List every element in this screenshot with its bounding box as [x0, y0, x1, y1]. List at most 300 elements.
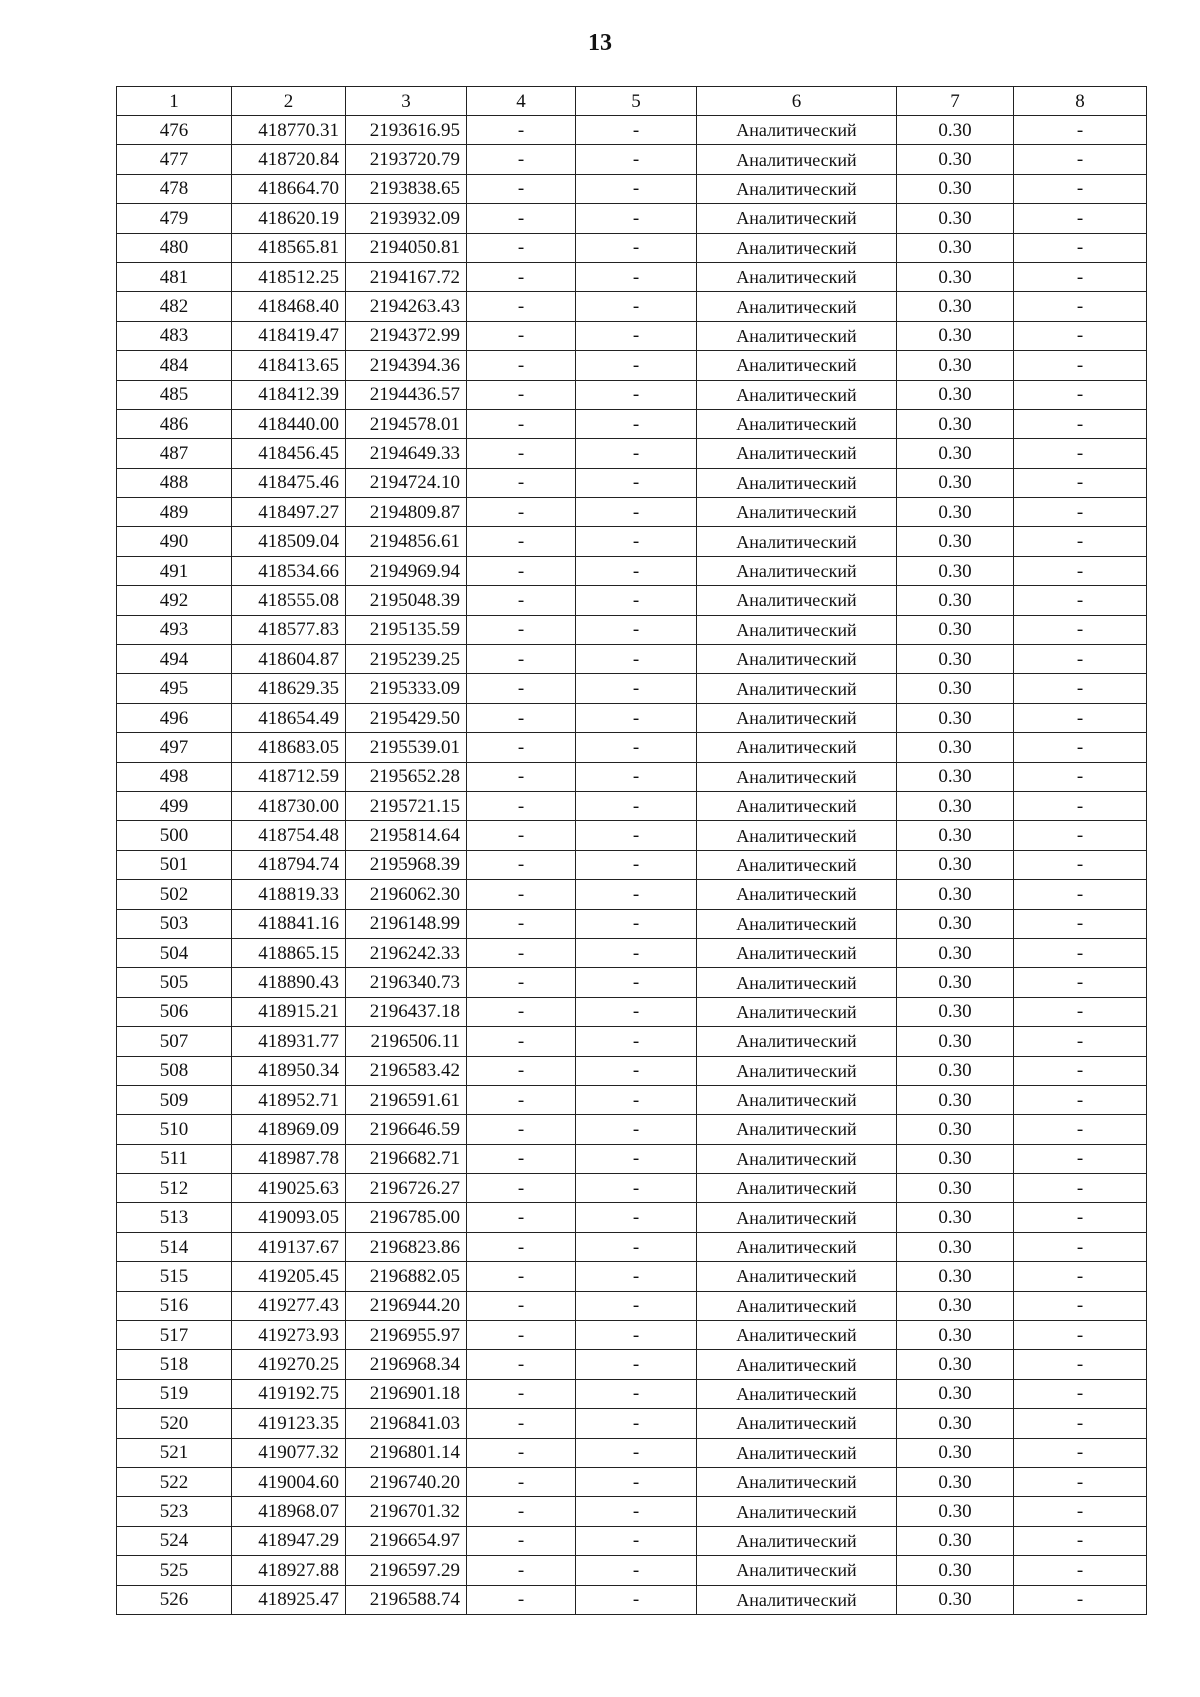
y-coordinate-cell: 2196955.97	[346, 1321, 467, 1350]
y-coordinate-cell: 2194809.87	[346, 498, 467, 527]
method-cell: Аналитический	[697, 351, 897, 380]
column-4-cell: -	[467, 233, 576, 262]
method-cell: Аналитический	[697, 1585, 897, 1614]
table-row	[117, 1585, 1147, 1614]
point-number-cell: 514	[117, 1232, 232, 1261]
method-cell: Аналитический	[697, 1379, 897, 1408]
point-number-cell: 504	[117, 938, 232, 967]
point-number-cell: 486	[117, 409, 232, 438]
column-4-cell: -	[467, 674, 576, 703]
accuracy-cell: 0.30	[897, 1526, 1014, 1555]
y-coordinate-cell: 2195135.59	[346, 615, 467, 644]
point-number-cell: 506	[117, 997, 232, 1026]
point-number-cell: 483	[117, 321, 232, 350]
column-header: 2	[232, 87, 346, 116]
x-coordinate-cell: 419273.93	[232, 1321, 346, 1350]
y-coordinate-cell: 2195721.15	[346, 791, 467, 820]
point-number-cell: 485	[117, 380, 232, 409]
accuracy-cell: 0.30	[897, 997, 1014, 1026]
column-8-cell: -	[1014, 1085, 1147, 1114]
x-coordinate-cell: 418730.00	[232, 791, 346, 820]
x-coordinate-cell: 418577.83	[232, 615, 346, 644]
accuracy-cell: 0.30	[897, 968, 1014, 997]
point-number-cell: 520	[117, 1409, 232, 1438]
table-row	[117, 762, 1147, 791]
column-4-cell: -	[467, 292, 576, 321]
x-coordinate-cell: 418925.47	[232, 1585, 346, 1614]
method-cell: Аналитический	[697, 233, 897, 262]
accuracy-cell: 0.30	[897, 498, 1014, 527]
column-8-cell: -	[1014, 174, 1147, 203]
column-5-cell: -	[576, 1291, 697, 1320]
column-header: 3	[346, 87, 467, 116]
point-number-cell: 494	[117, 645, 232, 674]
column-5-cell: -	[576, 968, 697, 997]
point-number-cell: 525	[117, 1556, 232, 1585]
column-8-cell: -	[1014, 204, 1147, 233]
method-cell: Аналитический	[697, 380, 897, 409]
accuracy-cell: 0.30	[897, 909, 1014, 938]
y-coordinate-cell: 2193838.65	[346, 174, 467, 203]
method-cell: Аналитический	[697, 762, 897, 791]
column-4-cell: -	[467, 380, 576, 409]
column-4-cell: -	[467, 1556, 576, 1585]
accuracy-cell: 0.30	[897, 1027, 1014, 1056]
accuracy-cell: 0.30	[897, 468, 1014, 497]
accuracy-cell: 0.30	[897, 1174, 1014, 1203]
point-number-cell: 502	[117, 880, 232, 909]
column-8-cell: -	[1014, 1321, 1147, 1350]
method-cell: Аналитический	[697, 821, 897, 850]
column-8-cell: -	[1014, 850, 1147, 879]
x-coordinate-cell: 418497.27	[232, 498, 346, 527]
y-coordinate-cell: 2194263.43	[346, 292, 467, 321]
column-8-cell: -	[1014, 1115, 1147, 1144]
table-row	[117, 1556, 1147, 1585]
method-cell: Аналитический	[697, 439, 897, 468]
table-row	[117, 586, 1147, 615]
accuracy-cell: 0.30	[897, 1085, 1014, 1114]
column-5-cell: -	[576, 1409, 697, 1438]
column-4-cell: -	[467, 351, 576, 380]
table-row	[117, 321, 1147, 350]
column-8-cell: -	[1014, 762, 1147, 791]
point-number-cell: 519	[117, 1379, 232, 1408]
point-number-cell: 511	[117, 1144, 232, 1173]
point-number-cell: 518	[117, 1350, 232, 1379]
column-5-cell: -	[576, 1085, 697, 1114]
y-coordinate-cell: 2196968.34	[346, 1350, 467, 1379]
column-header: 1	[117, 87, 232, 116]
column-8-cell: -	[1014, 586, 1147, 615]
table-row	[117, 1056, 1147, 1085]
x-coordinate-cell: 418927.88	[232, 1556, 346, 1585]
column-4-cell: -	[467, 586, 576, 615]
method-cell: Аналитический	[697, 850, 897, 879]
column-5-cell: -	[576, 262, 697, 291]
y-coordinate-cell: 2194372.99	[346, 321, 467, 350]
method-cell: Аналитический	[697, 1556, 897, 1585]
accuracy-cell: 0.30	[897, 1409, 1014, 1438]
y-coordinate-cell: 2196588.74	[346, 1585, 467, 1614]
table-row	[117, 1526, 1147, 1555]
column-8-cell: -	[1014, 1262, 1147, 1291]
table-row	[117, 292, 1147, 321]
column-5-cell: -	[576, 909, 697, 938]
method-cell: Аналитический	[697, 1291, 897, 1320]
column-4-cell: -	[467, 821, 576, 850]
y-coordinate-cell: 2196340.73	[346, 968, 467, 997]
x-coordinate-cell: 418770.31	[232, 116, 346, 145]
accuracy-cell: 0.30	[897, 174, 1014, 203]
table-row	[117, 733, 1147, 762]
accuracy-cell: 0.30	[897, 1438, 1014, 1467]
table-row	[117, 116, 1147, 145]
column-5-cell: -	[576, 586, 697, 615]
column-4-cell: -	[467, 1056, 576, 1085]
method-cell: Аналитический	[697, 1174, 897, 1203]
table-row	[117, 233, 1147, 262]
column-8-cell: -	[1014, 703, 1147, 732]
method-cell: Аналитический	[697, 292, 897, 321]
point-number-cell: 489	[117, 498, 232, 527]
column-8-cell: -	[1014, 1438, 1147, 1467]
x-coordinate-cell: 418720.84	[232, 145, 346, 174]
column-8-cell: -	[1014, 909, 1147, 938]
y-coordinate-cell: 2194167.72	[346, 262, 467, 291]
table-row	[117, 821, 1147, 850]
method-cell: Аналитический	[697, 968, 897, 997]
y-coordinate-cell: 2193720.79	[346, 145, 467, 174]
x-coordinate-cell: 419123.35	[232, 1409, 346, 1438]
column-5-cell: -	[576, 380, 697, 409]
column-4-cell: -	[467, 733, 576, 762]
method-cell: Аналитический	[697, 1467, 897, 1496]
table-row	[117, 938, 1147, 967]
accuracy-cell: 0.30	[897, 791, 1014, 820]
point-number-cell: 495	[117, 674, 232, 703]
table-row	[117, 1262, 1147, 1291]
column-5-cell: -	[576, 1262, 697, 1291]
method-cell: Аналитический	[697, 262, 897, 291]
column-5-cell: -	[576, 733, 697, 762]
column-8-cell: -	[1014, 321, 1147, 350]
column-5-cell: -	[576, 1350, 697, 1379]
point-number-cell: 497	[117, 733, 232, 762]
table-row	[117, 1144, 1147, 1173]
x-coordinate-cell: 418915.21	[232, 997, 346, 1026]
column-8-cell: -	[1014, 674, 1147, 703]
accuracy-cell: 0.30	[897, 762, 1014, 791]
table-row	[117, 880, 1147, 909]
y-coordinate-cell: 2196726.27	[346, 1174, 467, 1203]
method-cell: Аналитический	[697, 527, 897, 556]
column-4-cell: -	[467, 1409, 576, 1438]
y-coordinate-cell: 2196583.42	[346, 1056, 467, 1085]
column-4-cell: -	[467, 791, 576, 820]
x-coordinate-cell: 419004.60	[232, 1467, 346, 1496]
column-5-cell: -	[576, 556, 697, 585]
y-coordinate-cell: 2196682.71	[346, 1144, 467, 1173]
column-5-cell: -	[576, 1203, 697, 1232]
accuracy-cell: 0.30	[897, 351, 1014, 380]
column-8-cell: -	[1014, 615, 1147, 644]
y-coordinate-cell: 2196062.30	[346, 880, 467, 909]
x-coordinate-cell: 418419.47	[232, 321, 346, 350]
column-5-cell: -	[576, 498, 697, 527]
column-5-cell: -	[576, 997, 697, 1026]
method-cell: Аналитический	[697, 321, 897, 350]
point-number-cell: 512	[117, 1174, 232, 1203]
table-row	[117, 674, 1147, 703]
x-coordinate-cell: 418969.09	[232, 1115, 346, 1144]
x-coordinate-cell: 418890.43	[232, 968, 346, 997]
accuracy-cell: 0.30	[897, 204, 1014, 233]
point-number-cell: 523	[117, 1497, 232, 1526]
x-coordinate-cell: 418412.39	[232, 380, 346, 409]
method-cell: Аналитический	[697, 1409, 897, 1438]
method-cell: Аналитический	[697, 1203, 897, 1232]
y-coordinate-cell: 2195429.50	[346, 703, 467, 732]
x-coordinate-cell: 419192.75	[232, 1379, 346, 1408]
method-cell: Аналитический	[697, 1027, 897, 1056]
point-number-cell: 524	[117, 1526, 232, 1555]
x-coordinate-cell: 418512.25	[232, 262, 346, 291]
column-8-cell: -	[1014, 292, 1147, 321]
column-4-cell: -	[467, 1585, 576, 1614]
column-5-cell: -	[576, 1115, 697, 1144]
accuracy-cell: 0.30	[897, 674, 1014, 703]
x-coordinate-cell: 419077.32	[232, 1438, 346, 1467]
table-header-row	[117, 87, 1147, 116]
y-coordinate-cell: 2196882.05	[346, 1262, 467, 1291]
x-coordinate-cell: 419093.05	[232, 1203, 346, 1232]
point-number-cell: 492	[117, 586, 232, 615]
y-coordinate-cell: 2195814.64	[346, 821, 467, 850]
accuracy-cell: 0.30	[897, 1497, 1014, 1526]
column-8-cell: -	[1014, 439, 1147, 468]
point-number-cell: 481	[117, 262, 232, 291]
table-row	[117, 1085, 1147, 1114]
method-cell: Аналитический	[697, 116, 897, 145]
accuracy-cell: 0.30	[897, 380, 1014, 409]
point-number-cell: 515	[117, 1262, 232, 1291]
column-8-cell: -	[1014, 556, 1147, 585]
column-5-cell: -	[576, 1027, 697, 1056]
table-row	[117, 380, 1147, 409]
accuracy-cell: 0.30	[897, 1350, 1014, 1379]
column-5-cell: -	[576, 1526, 697, 1555]
column-header: 7	[897, 87, 1014, 116]
column-4-cell: -	[467, 645, 576, 674]
method-cell: Аналитический	[697, 174, 897, 203]
table-row	[117, 1438, 1147, 1467]
column-4-cell: -	[467, 1467, 576, 1496]
method-cell: Аналитический	[697, 938, 897, 967]
method-cell: Аналитический	[697, 1085, 897, 1114]
y-coordinate-cell: 2196841.03	[346, 1409, 467, 1438]
table-row	[117, 262, 1147, 291]
column-8-cell: -	[1014, 351, 1147, 380]
accuracy-cell: 0.30	[897, 880, 1014, 909]
x-coordinate-cell: 418712.59	[232, 762, 346, 791]
point-number-cell: 482	[117, 292, 232, 321]
table-row	[117, 1379, 1147, 1408]
point-number-cell: 479	[117, 204, 232, 233]
column-8-cell: -	[1014, 468, 1147, 497]
point-number-cell: 526	[117, 1585, 232, 1614]
column-4-cell: -	[467, 615, 576, 644]
x-coordinate-cell: 418683.05	[232, 733, 346, 762]
method-cell: Аналитический	[697, 615, 897, 644]
table-row	[117, 145, 1147, 174]
table-row	[117, 909, 1147, 938]
column-5-cell: -	[576, 938, 697, 967]
column-5-cell: -	[576, 791, 697, 820]
column-5-cell: -	[576, 351, 697, 380]
column-4-cell: -	[467, 762, 576, 791]
table-body	[117, 87, 1147, 1615]
method-cell: Аналитический	[697, 1438, 897, 1467]
method-cell: Аналитический	[697, 1115, 897, 1144]
table-row	[117, 850, 1147, 879]
column-8-cell: -	[1014, 1556, 1147, 1585]
x-coordinate-cell: 418565.81	[232, 233, 346, 262]
accuracy-cell: 0.30	[897, 850, 1014, 879]
column-4-cell: -	[467, 204, 576, 233]
table-row	[117, 1115, 1147, 1144]
accuracy-cell: 0.30	[897, 645, 1014, 674]
y-coordinate-cell: 2195239.25	[346, 645, 467, 674]
method-cell: Аналитический	[697, 645, 897, 674]
accuracy-cell: 0.30	[897, 1585, 1014, 1614]
column-5-cell: -	[576, 233, 697, 262]
column-4-cell: -	[467, 909, 576, 938]
y-coordinate-cell: 2195652.28	[346, 762, 467, 791]
column-5-cell: -	[576, 615, 697, 644]
x-coordinate-cell: 419137.67	[232, 1232, 346, 1261]
accuracy-cell: 0.30	[897, 145, 1014, 174]
method-cell: Аналитический	[697, 586, 897, 615]
column-5-cell: -	[576, 762, 697, 791]
table-row	[117, 174, 1147, 203]
column-8-cell: -	[1014, 938, 1147, 967]
column-4-cell: -	[467, 439, 576, 468]
column-4-cell: -	[467, 498, 576, 527]
x-coordinate-cell: 418468.40	[232, 292, 346, 321]
y-coordinate-cell: 2194856.61	[346, 527, 467, 556]
column-8-cell: -	[1014, 733, 1147, 762]
column-8-cell: -	[1014, 1497, 1147, 1526]
column-4-cell: -	[467, 556, 576, 585]
x-coordinate-cell: 418413.65	[232, 351, 346, 380]
method-cell: Аналитический	[697, 1144, 897, 1173]
accuracy-cell: 0.30	[897, 556, 1014, 585]
x-coordinate-cell: 418794.74	[232, 850, 346, 879]
y-coordinate-cell: 2196944.20	[346, 1291, 467, 1320]
method-cell: Аналитический	[697, 1321, 897, 1350]
column-5-cell: -	[576, 850, 697, 879]
table-row	[117, 615, 1147, 644]
column-8-cell: -	[1014, 233, 1147, 262]
x-coordinate-cell: 418629.35	[232, 674, 346, 703]
y-coordinate-cell: 2196701.32	[346, 1497, 467, 1526]
column-8-cell: -	[1014, 1526, 1147, 1555]
method-cell: Аналитический	[697, 1526, 897, 1555]
y-coordinate-cell: 2196591.61	[346, 1085, 467, 1114]
column-5-cell: -	[576, 292, 697, 321]
accuracy-cell: 0.30	[897, 439, 1014, 468]
point-number-cell: 503	[117, 909, 232, 938]
y-coordinate-cell: 2194724.10	[346, 468, 467, 497]
y-coordinate-cell: 2195333.09	[346, 674, 467, 703]
method-cell: Аналитический	[697, 145, 897, 174]
column-4-cell: -	[467, 1497, 576, 1526]
column-4-cell: -	[467, 968, 576, 997]
column-8-cell: -	[1014, 116, 1147, 145]
method-cell: Аналитический	[697, 880, 897, 909]
column-4-cell: -	[467, 1438, 576, 1467]
column-8-cell: -	[1014, 1232, 1147, 1261]
accuracy-cell: 0.30	[897, 821, 1014, 850]
accuracy-cell: 0.30	[897, 938, 1014, 967]
column-4-cell: -	[467, 1174, 576, 1203]
column-5-cell: -	[576, 1467, 697, 1496]
accuracy-cell: 0.30	[897, 321, 1014, 350]
y-coordinate-cell: 2196597.29	[346, 1556, 467, 1585]
column-5-cell: -	[576, 1556, 697, 1585]
x-coordinate-cell: 419270.25	[232, 1350, 346, 1379]
table-row	[117, 498, 1147, 527]
accuracy-cell: 0.30	[897, 262, 1014, 291]
column-5-cell: -	[576, 204, 697, 233]
column-4-cell: -	[467, 527, 576, 556]
table-row	[117, 791, 1147, 820]
table-row	[117, 703, 1147, 732]
method-cell: Аналитический	[697, 409, 897, 438]
y-coordinate-cell: 2196801.14	[346, 1438, 467, 1467]
column-8-cell: -	[1014, 527, 1147, 556]
column-4-cell: -	[467, 1144, 576, 1173]
y-coordinate-cell: 2196242.33	[346, 938, 467, 967]
column-8-cell: -	[1014, 645, 1147, 674]
y-coordinate-cell: 2196901.18	[346, 1379, 467, 1408]
accuracy-cell: 0.30	[897, 1056, 1014, 1085]
accuracy-cell: 0.30	[897, 233, 1014, 262]
table-row	[117, 997, 1147, 1026]
point-number-cell: 517	[117, 1321, 232, 1350]
column-8-cell: -	[1014, 997, 1147, 1026]
column-4-cell: -	[467, 1321, 576, 1350]
table-row	[117, 1291, 1147, 1320]
point-number-cell: 480	[117, 233, 232, 262]
column-4-cell: -	[467, 1232, 576, 1261]
column-4-cell: -	[467, 1027, 576, 1056]
y-coordinate-cell: 2193932.09	[346, 204, 467, 233]
column-8-cell: -	[1014, 145, 1147, 174]
point-number-cell: 477	[117, 145, 232, 174]
column-5-cell: -	[576, 1144, 697, 1173]
x-coordinate-cell: 418865.15	[232, 938, 346, 967]
point-number-cell: 507	[117, 1027, 232, 1056]
method-cell: Аналитический	[697, 1232, 897, 1261]
column-8-cell: -	[1014, 409, 1147, 438]
accuracy-cell: 0.30	[897, 1556, 1014, 1585]
x-coordinate-cell: 419025.63	[232, 1174, 346, 1203]
table-row	[117, 1350, 1147, 1379]
point-number-cell: 499	[117, 791, 232, 820]
x-coordinate-cell: 418509.04	[232, 527, 346, 556]
